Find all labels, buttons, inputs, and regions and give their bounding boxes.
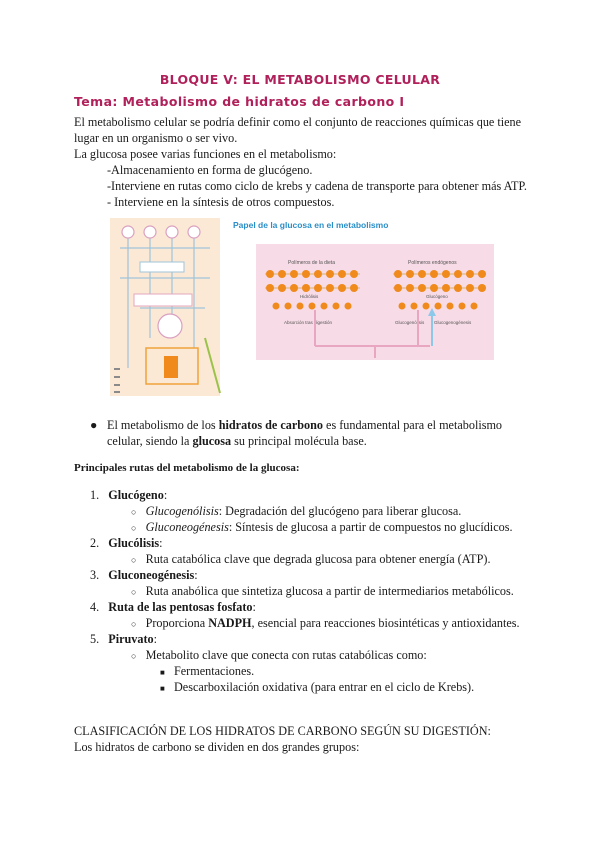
classification-heading: CLASIFICACIÓN DE LOS HIDRATOS DE CARBONO SEGÚN SU DIGESTIÓN:: [74, 724, 491, 738]
route-4-sub-1: ○ Proporciona NADPH, esencial para reacciones biosintéticas y antioxidantes.: [131, 616, 520, 630]
left-bottom-label: Absorción tras digestión: [284, 320, 333, 325]
map-box-2: [134, 294, 192, 306]
figure-svg: [110, 218, 494, 396]
page-title: BLOQUE V: EL METABOLISMO CELULAR: [159, 72, 441, 87]
route-3-sub-1: ○ Ruta anabólica que sintetiza glucosa a partir de intermediarios metabólicos.: [131, 584, 514, 598]
route-1: 1. Glucógeno:: [90, 488, 168, 502]
intro-item-3: - Interviene en la síntesis de otros compuestos.: [107, 195, 335, 209]
intro-line-1: El metabolismo celular se podría definir como el conjunto de reacciones químicas que tiene: [74, 115, 522, 129]
route-1-sub-1: ○ Glucogenólisis: Degradación del glucógeno para liberar glucosa.: [131, 504, 462, 518]
route-1-sub-2: ○ Gluconeogénesis: Síntesis de glucosa a partir de compuestos no glucídicos.: [131, 520, 513, 534]
route-5-subsub-1: ■ Fermentaciones.: [160, 664, 255, 678]
route-5-sub-1: ○ Metabolito clave que conecta con rutas catabólicas como:: [131, 648, 427, 662]
intro-line-3: La glucosa posee varias funciones en el metabolismo:: [74, 147, 337, 161]
route-5: 5. Piruvato:: [90, 632, 158, 646]
left-sub-label: Hidrólisis: [300, 294, 319, 299]
route-4: 4. Ruta de las pentosas fosfato:: [90, 600, 256, 614]
map-arrow-box: [164, 356, 178, 378]
right-sub-label: Glucógeno: [426, 294, 448, 299]
route-2-sub-1: ○ Ruta catabólica clave que degrada glucosa para obtener energía (ATP).: [131, 552, 491, 566]
bullet-paragraph-line-2: celular, siendo la glucosa su principal molécula base.: [107, 434, 367, 448]
route-2: 2. Glucólisis:: [90, 536, 163, 550]
route-5-subsub-2: ■ Descarboxilación oxidativa (para entrar en el ciclo de Krebs).: [160, 680, 475, 694]
left-group-label: Polímeros de la dieta: [288, 260, 335, 266]
intro-item-1: -Almacenamiento en forma de glucógeno.: [107, 163, 313, 177]
intro-item-2: -Interviene en rutas como ciclo de krebs y cadena de transporte para obtener más ATP.: [107, 179, 527, 193]
topic-title: Tema: Metabolismo de hidratos de carbono I: [74, 94, 405, 109]
bullet-paragraph-line-1: El metabolismo de los hidratos de carbono es fundamental para el metabolismo: [107, 418, 503, 432]
bullet-dot: ●: [90, 418, 98, 432]
classification-line: Los hidratos de carbono se dividen en dos grandes grupos:: [74, 740, 360, 754]
map-box-1: [140, 262, 184, 272]
route-3: 3. Gluconeogénesis:: [90, 568, 198, 582]
right-group-label: Polímeros endógenos: [408, 260, 457, 266]
intro-line-2: lugar en un organismo o ser vivo.: [74, 131, 238, 145]
routes-heading: Principales rutas del metabolismo de la glucosa:: [74, 462, 300, 474]
mid-bottom-label: Glucogenólisis: [395, 320, 425, 325]
glucose-metabolism-figure: [110, 218, 494, 396]
right-bottom-label: Glucogenogénesis: [434, 320, 472, 325]
figure-title: Papel de la glucosa en el metabolismo: [233, 220, 389, 230]
